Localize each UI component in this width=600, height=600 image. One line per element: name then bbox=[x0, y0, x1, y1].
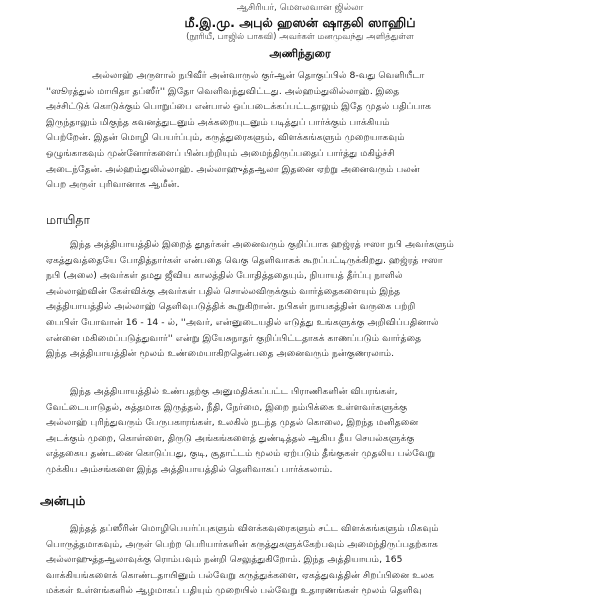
anbum-paragraph bbox=[46, 521, 560, 599]
author-subtitle: (நூரியீ, பாஜில் பாகவி) அவர்கள் மனமுவந்து அளித்துள்ள bbox=[186, 32, 414, 42]
author-name: மீ.இ.மு. அபுல் ஹஸன் ஷாதலி ஸாஹிப் bbox=[184, 15, 416, 30]
paragraph-line: பைபிள் யோவான் 16 - 14 - ல், ''அவர், என்னுடையதில் எடுத்து உங்களுக்கு அறிவிப்பதினால் bbox=[46, 316, 439, 328]
foreword-line: பெற அருள் புரிவானாக ஆமீன். bbox=[46, 179, 180, 191]
section-heading-maidah: மாயிதா bbox=[46, 212, 91, 227]
foreword-line: ''ஸூரத்துல் மாயிதா தப்ஸீர்'' இதோ வெளிவந்துவிட்டது. அல்ஹம்துலில்லாஹ். இதை bbox=[46, 85, 400, 97]
paragraph-line: என்னை மகிமைப்படுத்துவார்'' என்று இயேசுநாதர் குறிப்பிட்டதாகக் காணப்படும் வார்த்தை bbox=[46, 332, 422, 344]
paragraph-line: வேட்டையாடுதல், சுத்தமாக இருத்தல், நீதி, நேர்மை, இறை நம்பிக்கை உள்ளவர்களுக்கு bbox=[46, 401, 408, 413]
foreword-paragraph bbox=[46, 68, 560, 193]
paragraph-line: அத்தியாயத்தில் அல்லாஹ் தெளிவுபடுத்திக் கூறுகிறான். நபிகள் நாயகத்தின் வருகை பற்றி bbox=[46, 301, 416, 313]
paragraph-line: அல்லாஹுத்தஆலாவுக்கு ரொம்பவும் நன்றி செலுத்துகிறோம். இந்த அத்தியாயம், 165 bbox=[46, 554, 403, 566]
paragraph-line: ஏகத்துவத்தையே போதித்தார்கள் என்பதை வெகு தெளிவாகக் கூறப்பட்டிருக்கிறது. ஹஜ்ரத் ஈஸா bbox=[46, 254, 443, 266]
paragraph-line: இந்த அத்தியாயத்தின் மூலம் உண்மையாகிறதென்பதை அனைவரும் நன்குணரலாம். bbox=[46, 348, 395, 360]
paragraph-line: இந்த அத்தியாயத்தில் உண்பதற்கு அனுமதிக்கப்பட்ட பிராணிகளின் விபரங்கள், bbox=[70, 386, 398, 397]
paragraph-line: வாக்கியங்களைக் கொண்டதாயினும் பல்வேறு கருத்துக்களை, ஏகத்துவத்தின் சிறப்பினை உலக bbox=[46, 569, 435, 581]
foreword-line: அச்சிட்டுக் கொடுக்கும் பொறுப்பை என்பால் ஒப்படைக்கப்பட்டதாலும் இதே முதல் பதிப்பாக bbox=[46, 101, 431, 113]
paragraph-line: பொருத்தமாகவும், அருள் பெற்ற பெரியார்களின் கருத்துகளுக்கேற்பவும் அமைந்திருப்பதற்காக bbox=[46, 538, 438, 550]
paragraph-line: மக்கள் உள்ளங்களில் ஆழமாகப் பதியும் முறையில் பல்வேறு உதாரணங்கள் மூலம் தெளிவு bbox=[46, 585, 422, 597]
paragraph-line: இந்தத் தப்ஸீரின் மொழிபெயர்ப்புகளும் விளக்கவுரைகளும் சட்ட விளக்கங்களும் மிகவும் bbox=[70, 523, 439, 534]
foreword-line: இருந்தாலும் மிகுந்த கவனத்துடனும் அக்கறையுடனும் படித்துப் பார்க்கும் பாக்கியம் bbox=[46, 116, 390, 128]
section-title: அணிந்துரை bbox=[269, 47, 331, 60]
foreword-line: பெற்றேன். இதன் மொழி பெயர்ப்பும், கருத்துரைகளும், விளக்கங்களும் முறையாகவும் bbox=[46, 132, 405, 144]
paragraph-line: அல்லாஹ்வின் கேள்விக்கு அவர்கள் பதில் சொல்லவிருக்கும் வார்த்தைகளையும் இந்த bbox=[46, 285, 401, 297]
section-heading-anbum: அன்பும் bbox=[40, 493, 86, 508]
header-role-line: ஆசிரியர், மௌலவான ஜில்லா bbox=[236, 3, 364, 13]
paragraph-line: அடக்கும் முறை, கொள்ளை, திருடு அங்கங்களைத் துண்டித்தல் ஆகிய தீய செயல்களுக்கு bbox=[46, 432, 415, 444]
foreword-line: அல்லாஹ் அருளால் நபிவீர் அன்வாருல் குர்ஆன் தொகுப்பில் 8-வது வெளியீடா bbox=[92, 70, 425, 81]
paragraph-line: எத்தகைய தண்டனை கொடுப்பது, குடி, சூதாட்டம் மூலம் ஏற்படும் தீங்குகள் முதலிய பல்வேறு bbox=[46, 448, 436, 460]
foreword-line: அடைந்தேன். அல்ஹம்துலில்லாஹ். அல்லாஹுத்தஆலா இதனை ஏற்று அனைவரும் பலன் bbox=[46, 163, 420, 175]
paragraph-line: நபி (அலை) அவர்கள் தமது ஜீவிய காலத்தில் போதித்ததையும், நியாயத் தீர்ப்பு நாளில் bbox=[46, 270, 403, 282]
maidah-paragraph-1 bbox=[46, 237, 560, 362]
foreword-line: ஒழுங்காகவும் முன்னோர்களைப் பின்பற்றியும் அமைந்திருப்பதைப் பார்த்து மகிழ்ச்சி bbox=[46, 147, 395, 159]
paragraph-line: அல்லாஹ் புரிந்துவரும் பேருபகாரங்கள், உலகில் நடந்த முதல் கொலை, இறந்த மனிதனை bbox=[46, 417, 419, 429]
maidah-paragraph-2 bbox=[46, 384, 560, 478]
paragraph-line: இந்த அத்தியாயத்தில் இறைத் தூதர்கள் அனைவரும் குறிப்பாக ஹஜ்ரத் ஈஸா நபி அவர்களும் bbox=[70, 239, 454, 250]
paragraph-line: முக்கிய அம்சங்களை இந்த அத்தியாயத்தில் தெளிவாகப் பார்க்கலாம். bbox=[46, 463, 333, 475]
